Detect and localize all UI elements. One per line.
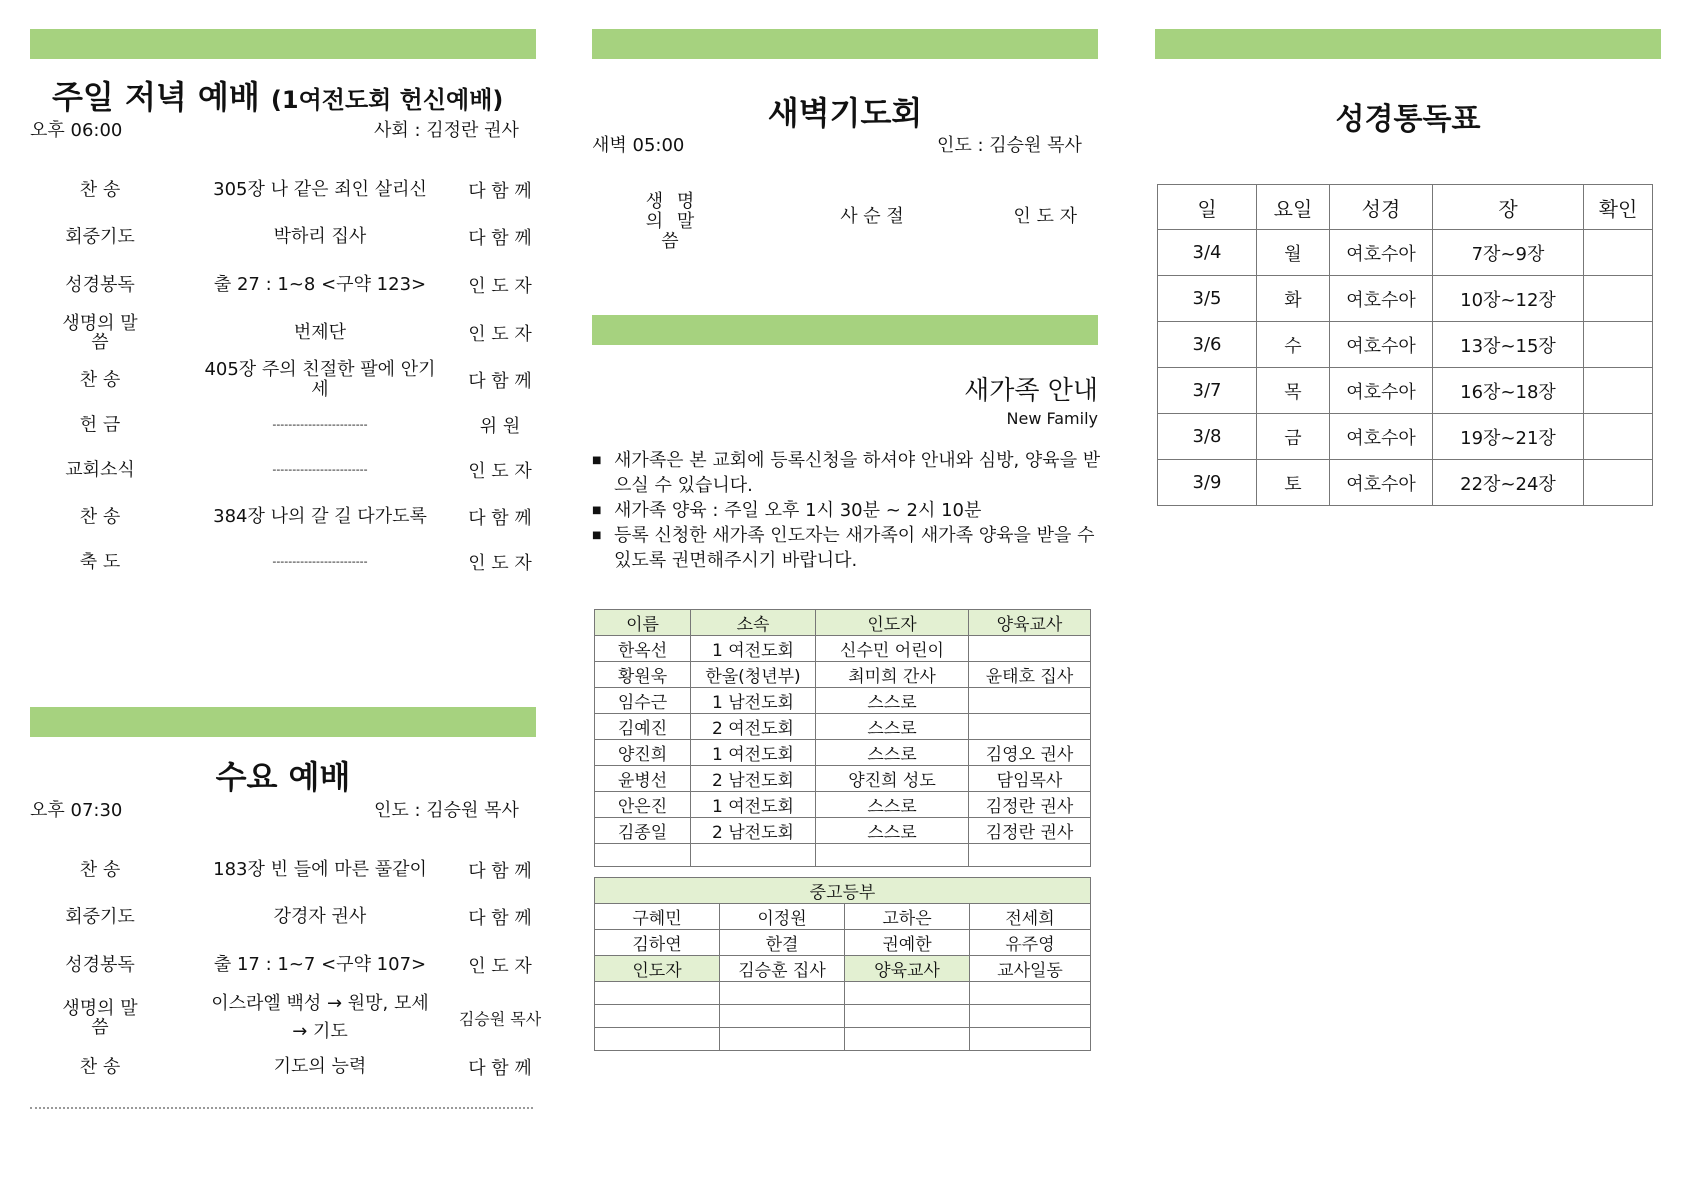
order-row: 성경봉독 출 27 : 1~8 <구약 123> 인 도 자 [65,274,532,297]
order-row: 회중기도 박하리 집사 다 함 께 [65,226,532,249]
notice-item: ■ 새가족 양육 : 주일 오후 1시 30분 ~ 2시 10분 [592,498,1102,523]
sunday-order [30,170,535,590]
table-row: 3/9 토 여호수아 22장~24장 [1158,460,1653,506]
notice-item: ■ 등록 신청한 새가족 인도자는 새가족이 새가족 양육을 받을 수 있도록 권면해주시기 바랍니다. [592,523,1102,573]
dawn-who: 인 도 자 [1013,206,1077,227]
dawn-time: 새벽 05:00 [592,135,685,156]
newfamily-table [594,609,1091,867]
bible-header-bar [1155,29,1661,59]
table-row: 3/4 월 여호수아 7장~9장 [1158,230,1653,276]
table-row: 구혜민 이정원 고하은 전세희 [595,904,1091,930]
table-header-row: 중고등부 [595,878,1091,904]
wednesday-time: 오후 07:30 [30,800,123,821]
order-row: 찬 송 기도의 능력 다 함 께 [79,1056,532,1079]
check-cell[interactable] [1584,276,1653,322]
check-cell[interactable] [1584,230,1653,276]
order-row: 헌 금 ------------------------ 위 원 [79,414,521,437]
table-row: 김종일 2 남전도회 스스로 김정란 권사 [595,818,1091,844]
wednesday-leader: 인도 : 김승원 목사 [374,800,519,821]
dawn-title: 새벽기도회 [767,94,923,132]
wednesday-title: 수요 예배 [215,758,351,796]
dawn-header-bar [592,29,1098,59]
table-row [595,982,1091,1005]
sunday-time: 오후 06:00 [30,120,123,141]
table-row: 3/7 목 여호수아 16장~18장 [1158,368,1653,414]
table-row: 3/8 금 여호수아 19장~21장 [1158,414,1653,460]
table-row [595,1028,1091,1051]
table-row [595,1005,1091,1028]
table-row: 양진희 1 여전도회 스스로 김영오 권사 [595,740,1091,766]
bible-title: 성경통독표 [1335,102,1481,137]
order-row: 생명의 말씀 번제단 인 도 자 [62,313,532,353]
order-row: 찬 송 305장 나 같은 죄인 살리신 다 함 께 [79,179,532,202]
table-row: 황원욱 한울(청년부) 최미희 간사 윤태호 집사 [595,662,1091,688]
table-header-row: 이름 소속 인도자 양육교사 [595,610,1091,636]
dawn-order [592,190,1097,252]
check-cell[interactable] [1584,414,1653,460]
sunday-leader: 사회 : 김정란 권사 [374,120,519,141]
order-row: 회중기도 강경자 권사 다 함 께 [65,906,532,929]
table-row: 3/5 화 여호수아 10장~12장 [1158,276,1653,322]
check-cell[interactable] [1584,368,1653,414]
order-row: 찬 송 183장 빈 들에 마른 풀같이 다 함 께 [79,859,532,882]
check-cell[interactable] [1584,460,1653,506]
sunday-title: 주일 저녁 예배 (1여전도회 헌신예배) [52,78,504,116]
table-row: 김예진 2 여전도회 스스로 [595,714,1091,740]
order-row: 생명의 말씀 이스라엘 백성 → 원망, 모세 → 기도 김승원 목사 [62,993,542,1042]
dawn-content: 사 순 절 [840,206,904,227]
youth-table [594,877,1091,1051]
order-row: 성경봉독 출 17 : 1~7 <구약 107> 인 도 자 [65,954,532,977]
table-row [595,844,1091,867]
order-row: 찬 송 384장 나의 갈 길 다가도록 다 함 께 [79,506,532,529]
dotted-divider [30,1107,533,1109]
order-row: 교회소식 ------------------------ 인 도 자 [65,459,532,482]
table-row: 김하연 한결 권예한 유주영 [595,930,1091,956]
order-row: 축 도 ------------------------ 인 도 자 [79,551,532,574]
table-row: 3/6 수 여호수아 13장~15장 [1158,322,1653,368]
table-row: 한옥선 1 여전도회 신수민 어린이 [595,636,1091,662]
check-cell[interactable] [1584,322,1653,368]
newfamily-notices [592,448,1102,573]
table-header-row: 일 요일 성경 장 확인 [1158,185,1653,230]
table-row: 안은진 1 여전도회 스스로 김정란 권사 [595,792,1091,818]
dawn-item: 생 명 의 말 씀 [645,191,699,252]
wednesday-order [30,850,542,1090]
table-row: 임수근 1 남전도회 스스로 [595,688,1091,714]
sunday-header-bar [30,29,536,59]
table-row: 인도자 김승훈 집사 양육교사 교사일동 [595,956,1091,982]
newfamily-subtitle: New Family [1006,409,1098,428]
newfamily-title: 새가족 안내 [964,376,1098,406]
newfamily-header-bar [592,315,1098,345]
bible-table [1157,184,1653,506]
notice-item: ■ 새가족은 본 교회에 등록신청을 하셔야 안내와 심방, 양육을 받으실 수 있습니다. [592,448,1102,498]
wednesday-header-bar [30,707,536,737]
dawn-leader: 인도 : 김승원 목사 [937,135,1082,156]
order-row: 찬 송 405장 주의 친절한 팔에 안기세 다 함 께 [79,359,532,400]
table-row: 윤병선 2 남전도회 양진희 성도 담임목사 [595,766,1091,792]
